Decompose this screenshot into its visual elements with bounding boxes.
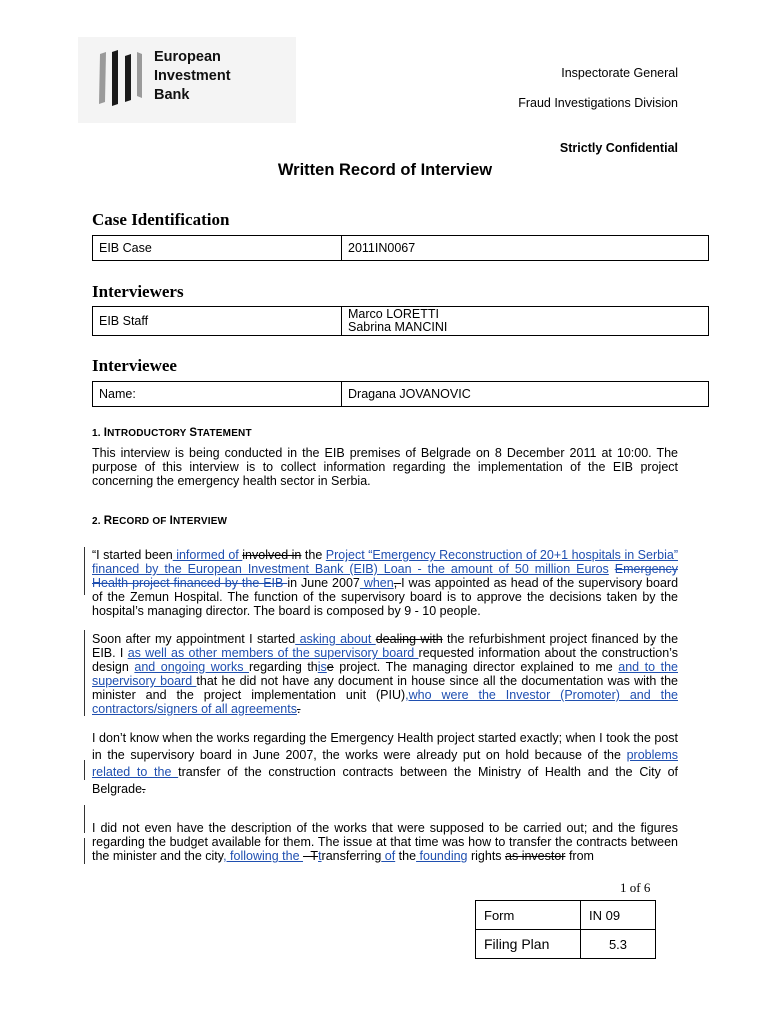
interviewee-label: Name: xyxy=(93,382,342,407)
interviewee-table xyxy=(92,381,709,407)
change-bar xyxy=(84,805,85,833)
filing-plan-value: 5.3 xyxy=(581,930,656,959)
eib-logo-text xyxy=(154,48,231,105)
interviewers-heading: Interviewers xyxy=(92,282,184,301)
interviewers-names xyxy=(342,307,709,336)
interview-paragraph-1: “I started been informed of involved in the Project “Emergency Reconstruction of 20+1 hospitals in Serbia” financed by the European Investment Bank (EIB) Loan - the amount of 50 million Euros Emergency Health project financed by the EIB in June 2007 when, I was appointed as head of the supervisory board of the Zemun Hospital. The function of the supervisory board is to approve the decisions taken by the hospital’s managing director. The board is composed by 9 - 10 people. xyxy=(92,548,679,618)
form-label: Form xyxy=(476,901,581,930)
change-bar xyxy=(84,630,85,716)
section-2-heading: 2. RECORD OF INTERVIEW xyxy=(92,515,228,527)
page-number: 1 of 6 xyxy=(620,880,651,895)
department-name: Inspectorate General xyxy=(561,66,678,80)
form-info-table xyxy=(475,900,656,959)
interview-paragraph-3: I don’t know when the works regarding the Emergency Health project started exactly; when I took the post in the supervisory board in June 2007, the works were already put on hold because of the problems related to the transfer of the construction contracts between the Ministry of Health and the City of Belgrade. xyxy=(92,731,678,796)
interviewers-table xyxy=(92,306,709,336)
interview-paragraph-4: I did not even have the description of the works that were supposed to be carried out; and the figures regarding the budget available for them. The issue at that time was how to transfer the contracts between the minister and the city, following the - Ttransferring of the founding rights as investor from xyxy=(92,821,678,863)
case-label: EIB Case xyxy=(93,236,342,261)
introductory-statement-text: This interview is being conducted in the EIB premises of Belgrade on 8 December 2011 at 10:00. The purpose of this interview is to collect information regarding the implementation of the EIB project concerning the emergency health sector in Serbia. xyxy=(92,446,678,488)
document-title: Written Record of Interview xyxy=(277,161,493,179)
change-bar xyxy=(84,838,85,864)
case-table xyxy=(92,235,709,261)
confidentiality-label: Strictly Confidential xyxy=(559,141,678,155)
change-bar xyxy=(84,547,85,595)
eib-logo-icon xyxy=(96,48,148,108)
case-identification-heading: Case Identification xyxy=(92,210,230,229)
interviewers-label: EIB Staff xyxy=(93,307,342,336)
interviewer-name-2: Sabrina MANCINI xyxy=(348,320,448,334)
logo-line-1: European xyxy=(154,49,221,65)
logo-line-2: Investment xyxy=(154,68,231,84)
form-value: IN 09 xyxy=(581,901,656,930)
division-name: Fraud Investigations Division xyxy=(518,96,678,110)
interviewee-value: Dragana JOVANOVIC xyxy=(342,382,709,407)
section-1-heading: 1. INTRODUCTORY STATEMENT xyxy=(92,427,252,439)
case-value: 2011IN0067 xyxy=(342,236,709,261)
interviewer-name-1: Marco LORETTI xyxy=(348,307,439,321)
interview-paragraph-2: Soon after my appointment I started asking about dealing with the refurbishment project financed by the EIB. I as well as other members of the supervisory board requested information about the construction’s design and ongoing works regarding thise project. The managing director explained to me and to the supervisory board that he did not have any document in house since all the documentation was with the minister and the project implementation unit (PIU),who were the Investor (Promoter) and the contractors/signers of all agreements. xyxy=(92,632,679,716)
filing-plan-label: Filing Plan xyxy=(476,930,581,959)
change-bar xyxy=(84,760,85,780)
interviewee-heading: Interviewee xyxy=(92,356,177,375)
logo-line-3: Bank xyxy=(154,87,190,103)
